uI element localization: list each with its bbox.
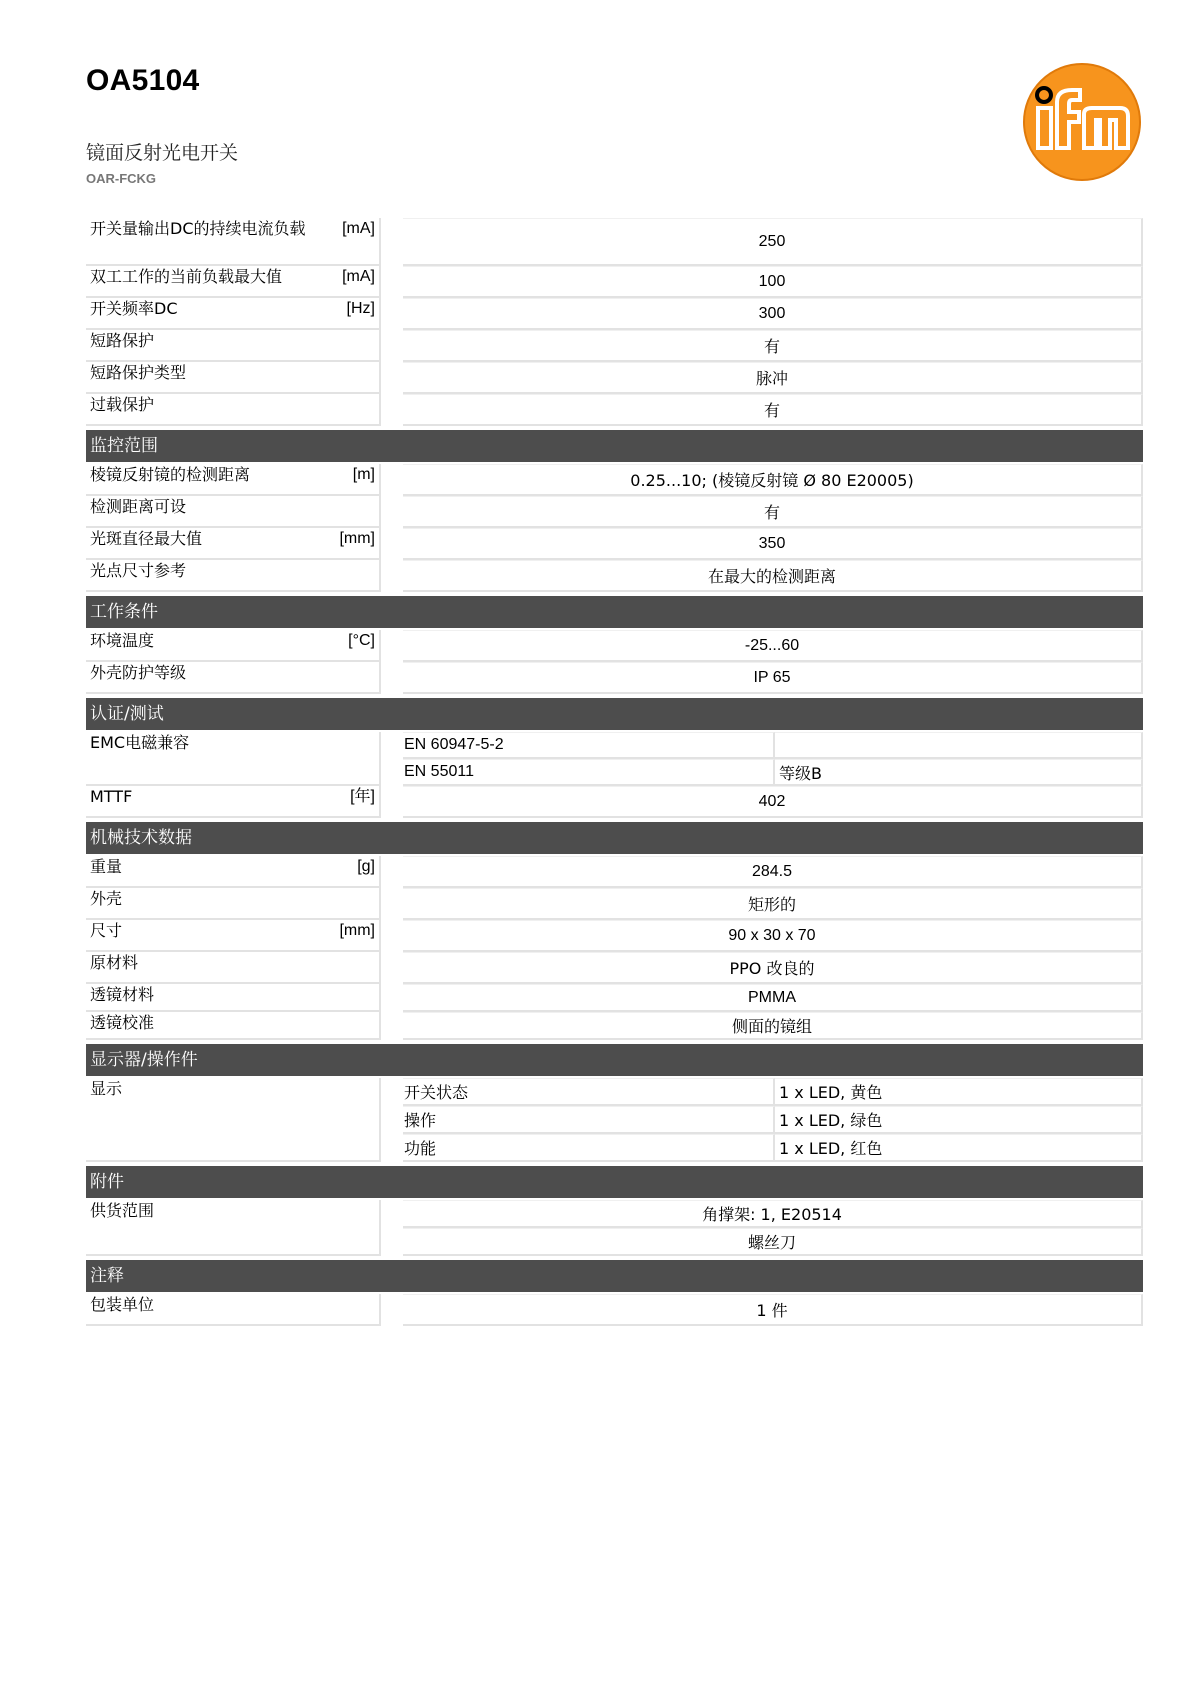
section-header-accessories: 附件 [86,1166,1143,1198]
spec-value: 脉冲 [403,362,1143,394]
spec-label: 光斑直径最大值 [mm] [86,528,381,560]
spec-label: 开关量输出DC的持续电流负载 [mA] [86,218,381,266]
spec-value: 402 [403,786,1143,818]
spec-value: 284.5 [403,856,1143,888]
spec-value: 300 [403,298,1143,330]
spec-label: 透镜校准 [86,1012,381,1040]
spec-row [86,786,1143,818]
spec-row [86,952,1143,984]
spec-value: 在最大的检测距离 [403,560,1143,592]
spec-row [86,630,1143,662]
product-subtitle: 镜面反射光电开关 [86,142,239,164]
spec-value: 有 [403,394,1143,426]
spec-row [86,394,1143,426]
spec-value: IP 65 [403,662,1143,694]
display-item-name: 开关状态 [403,1078,775,1106]
spec-row [86,464,1143,496]
spec-label: 过载保护 [86,394,381,426]
spec-label: 双工工作的当前负载最大值 [mA] [86,266,381,298]
accessory-item: 螺丝刀 [403,1228,1143,1256]
emc-note [775,732,1143,759]
spec-value: 100 [403,266,1143,298]
spec-label: 短路保护 [86,330,381,362]
display-item-value: 1 x LED, 黄色 [775,1078,1143,1106]
spec-sheet [86,218,1143,1326]
accessory-item: 角撑架: 1, E20514 [403,1200,1143,1228]
spec-value: 250 [403,218,1143,266]
spec-value: PMMA [403,984,1143,1012]
section-header-approvals: 认证/测试 [86,698,1143,730]
spec-value: 1 件 [403,1294,1143,1326]
spec-row [86,330,1143,362]
spec-row [86,920,1143,952]
spec-row [86,298,1143,330]
spec-value: -25...60 [403,630,1143,662]
section-header-display: 显示器/操作件 [86,1044,1143,1076]
spec-label: 光点尺寸参考 [86,560,381,592]
spec-label: 开关频率DC [Hz] [86,298,381,330]
spec-value: 有 [403,496,1143,528]
spec-label: 外壳 [86,888,381,920]
section-header-mechanical: 机械技术数据 [86,822,1143,854]
spec-label: 环境温度 [°C] [86,630,381,662]
spec-row [86,662,1143,694]
ifm-logo [1022,62,1142,182]
product-code: OAR-FCKG [86,171,157,186]
section-header-notes: 注释 [86,1260,1143,1292]
spec-row-display [86,1078,1143,1162]
spec-row [86,496,1143,528]
spec-label: 棱镜反射镜的检测距离 [m] [86,464,381,496]
spec-label: 重量 [g] [86,856,381,888]
spec-label: 透镜材料 [86,984,381,1012]
spec-value: 有 [403,330,1143,362]
spec-value: 侧面的镜组 [403,1012,1143,1040]
spec-label: MTTF [年] [86,786,381,818]
emc-note: 等级B [775,759,1143,786]
spec-label: 检测距离可设 [86,496,381,528]
spec-row-accessories [86,1200,1143,1256]
spec-value: 90 x 30 x 70 [403,920,1143,952]
spec-label: 供货范围 [86,1200,381,1256]
spec-row-emc [86,732,1143,786]
spec-row [86,888,1143,920]
spec-label: 显示 [86,1078,381,1162]
spec-row [86,528,1143,560]
spec-row [86,218,1143,266]
spec-value: 0.25...10; (棱镜反射镜 Ø 80 E20005) [403,464,1143,496]
spec-row [86,1012,1143,1040]
spec-row [86,560,1143,592]
spec-row [86,266,1143,298]
spec-value: 350 [403,528,1143,560]
spec-row [86,984,1143,1012]
spec-label: 原材料 [86,952,381,984]
emc-standard: EN 55011 [403,759,775,786]
spec-label: 外壳防护等级 [86,662,381,694]
display-item-value: 1 x LED, 绿色 [775,1106,1143,1134]
display-item-name: 功能 [403,1134,775,1162]
emc-standard: EN 60947-5-2 [403,732,775,759]
spec-label: 尺寸 [mm] [86,920,381,952]
product-title: OA5104 [86,64,200,97]
section-header-monitoring: 监控范围 [86,430,1143,462]
display-item-name: 操作 [403,1106,775,1134]
display-item-value: 1 x LED, 红色 [775,1134,1143,1162]
spec-value: PPO 改良的 [403,952,1143,984]
spec-row [86,362,1143,394]
spec-value: 矩形的 [403,888,1143,920]
spec-label: EMC电磁兼容 [86,732,381,786]
spec-label: 短路保护类型 [86,362,381,394]
section-header-conditions: 工作条件 [86,596,1143,628]
spec-row [86,1294,1143,1326]
spec-label: 包装单位 [86,1294,381,1326]
spec-row [86,856,1143,888]
